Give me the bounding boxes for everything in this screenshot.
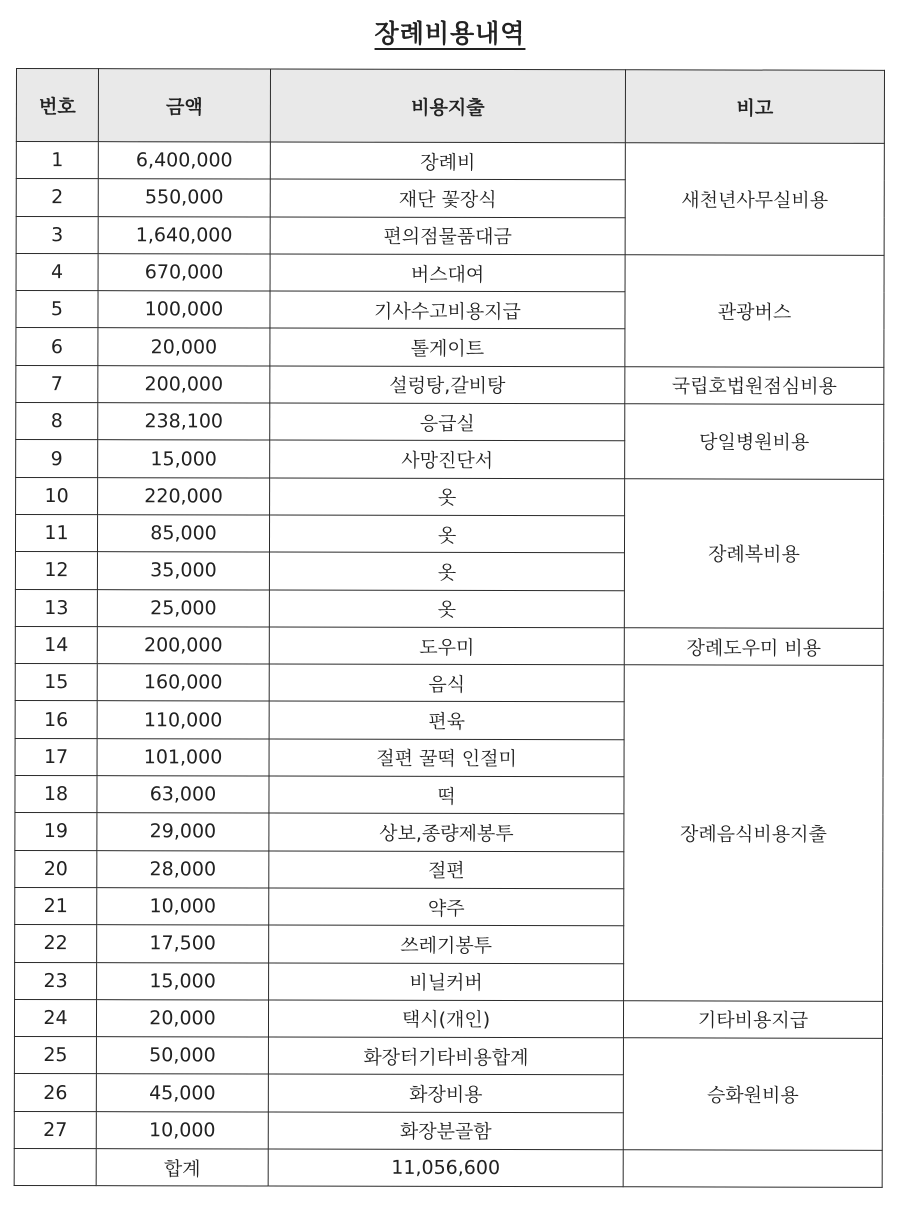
row-number: 3: [16, 216, 98, 253]
table-row: [16, 253, 884, 292]
row-expense-item: 옷: [269, 590, 624, 628]
row-amount: 35,000: [97, 552, 269, 590]
note-other: 기타비용지급: [623, 1001, 882, 1039]
row-number: 14: [15, 626, 97, 663]
row-amount: 200,000: [98, 365, 270, 403]
row-expense-item: 도우미: [269, 627, 624, 665]
note-tour-bus: 관광버스: [625, 255, 884, 367]
row-number: 11: [15, 514, 97, 551]
row-expense-item: 상보,종량제봉투: [269, 813, 624, 851]
row-amount: 200,000: [97, 627, 269, 665]
row-number: 16: [15, 701, 97, 738]
row-expense-item: 쓰레기봉투: [269, 925, 624, 963]
total-number-cell: [14, 1149, 96, 1186]
row-amount: 238,100: [98, 403, 270, 441]
row-amount: 220,000: [98, 477, 270, 515]
header-note: 비고: [625, 70, 884, 144]
note-mourning-clothes: 장례복비용: [624, 478, 883, 628]
row-number: 18: [15, 776, 97, 813]
row-number: 4: [16, 253, 98, 290]
header-amount: 금액: [98, 69, 270, 142]
row-expense-item: 기사수고비용지급: [270, 291, 625, 329]
row-amount: 1,640,000: [98, 216, 270, 254]
note-lunch: 국립호법원점심비용: [625, 367, 884, 405]
row-expense-item: 비닐커버: [269, 963, 624, 1001]
row-number: 12: [15, 552, 97, 589]
row-number: 5: [16, 291, 98, 328]
row-number: 17: [15, 738, 97, 775]
row-expense-item: 절편 꿀떡 인절미: [269, 739, 624, 777]
row-expense-item: 화장터기타비용합계: [268, 1037, 623, 1075]
row-amount: 15,000: [98, 440, 270, 478]
table-row: [16, 365, 884, 404]
row-amount: 160,000: [97, 664, 269, 702]
row-number: 26: [14, 1074, 96, 1111]
row-expense-item: 화장비용: [268, 1074, 623, 1112]
row-number: 20: [15, 850, 97, 887]
row-number: 27: [14, 1111, 96, 1148]
row-expense-item: 편육: [269, 701, 624, 739]
row-number: 2: [16, 179, 98, 216]
row-expense-item: 화장분골함: [268, 1112, 623, 1150]
total-row: [14, 1149, 882, 1188]
row-amount: 10,000: [97, 888, 269, 926]
table-row: [16, 403, 884, 442]
expense-table: [14, 68, 885, 1188]
row-number: 9: [16, 440, 98, 477]
row-amount: 50,000: [96, 1037, 268, 1075]
note-crematorium: 승화원비용: [623, 1038, 882, 1150]
row-number: 25: [14, 1037, 96, 1074]
row-expense-item: 절편: [269, 851, 624, 889]
row-expense-item: 옷: [270, 478, 625, 516]
row-amount: 45,000: [96, 1074, 268, 1112]
total-value: 11,056,600: [268, 1149, 623, 1187]
row-amount: 100,000: [98, 291, 270, 329]
row-number: 1: [16, 142, 98, 179]
row-amount: 101,000: [97, 738, 269, 776]
note-helper: 장례도우미 비용: [624, 628, 883, 666]
row-number: 6: [16, 328, 98, 365]
row-amount: 29,000: [97, 813, 269, 851]
row-amount: 20,000: [98, 328, 270, 366]
row-number: 23: [15, 962, 97, 999]
row-amount: 85,000: [97, 515, 269, 553]
row-amount: 28,000: [97, 850, 269, 888]
row-expense-item: 장례비: [270, 142, 625, 180]
row-expense-item: 톨게이트: [270, 329, 625, 367]
total-label: 합계: [96, 1149, 268, 1186]
table-row: [15, 664, 883, 703]
row-expense-item: 약주: [269, 888, 624, 926]
row-number: 15: [15, 664, 97, 701]
row-expense-item: 옷: [269, 552, 624, 590]
row-expense-item: 택시(개인): [268, 1000, 623, 1038]
row-expense-item: 재단 꽃장식: [270, 179, 625, 217]
row-number: 7: [16, 365, 98, 402]
row-expense-item: 떡: [269, 776, 624, 814]
row-amount: 670,000: [98, 254, 270, 292]
row-expense-item: 응급실: [270, 403, 625, 441]
row-expense-item: 음식: [269, 664, 624, 702]
header-row: [16, 69, 884, 144]
row-expense-item: 옷: [269, 515, 624, 553]
row-amount: 17,500: [97, 925, 269, 963]
header-expense-item: 비용지출: [270, 69, 625, 143]
row-number: 8: [16, 403, 98, 440]
total-note-cell: [623, 1150, 882, 1188]
row-number: 21: [15, 887, 97, 924]
row-amount: 15,000: [97, 962, 269, 1000]
row-amount: 550,000: [98, 179, 270, 217]
page-title: 장례비용내역: [374, 19, 526, 48]
row-amount: 63,000: [97, 776, 269, 814]
row-amount: 6,400,000: [98, 142, 270, 180]
header-number: 번호: [16, 69, 98, 142]
row-number: 13: [15, 589, 97, 626]
row-expense-item: 편의점물품대금: [270, 217, 625, 255]
row-number: 24: [14, 999, 96, 1036]
row-expense-item: 버스대여: [270, 254, 625, 292]
table-row: [14, 1037, 882, 1076]
table-row: [16, 142, 884, 181]
row-number: 10: [16, 477, 98, 514]
row-amount: 20,000: [96, 999, 268, 1037]
note-food: 장례음식비용지출: [624, 665, 884, 1001]
table-row: [15, 626, 883, 665]
note-hospital: 당일병원비용: [625, 404, 884, 479]
row-number: 22: [15, 925, 97, 962]
row-amount: 110,000: [97, 701, 269, 739]
table-row: [16, 477, 884, 516]
row-expense-item: 설렁탕,갈비탕: [270, 366, 625, 404]
row-expense-item: 사망진단서: [270, 440, 625, 478]
note-office: 새천년사무실비용: [625, 143, 884, 255]
row-amount: 10,000: [96, 1111, 268, 1149]
row-amount: 25,000: [97, 589, 269, 627]
table-row: [14, 999, 882, 1038]
row-number: 19: [15, 813, 97, 850]
